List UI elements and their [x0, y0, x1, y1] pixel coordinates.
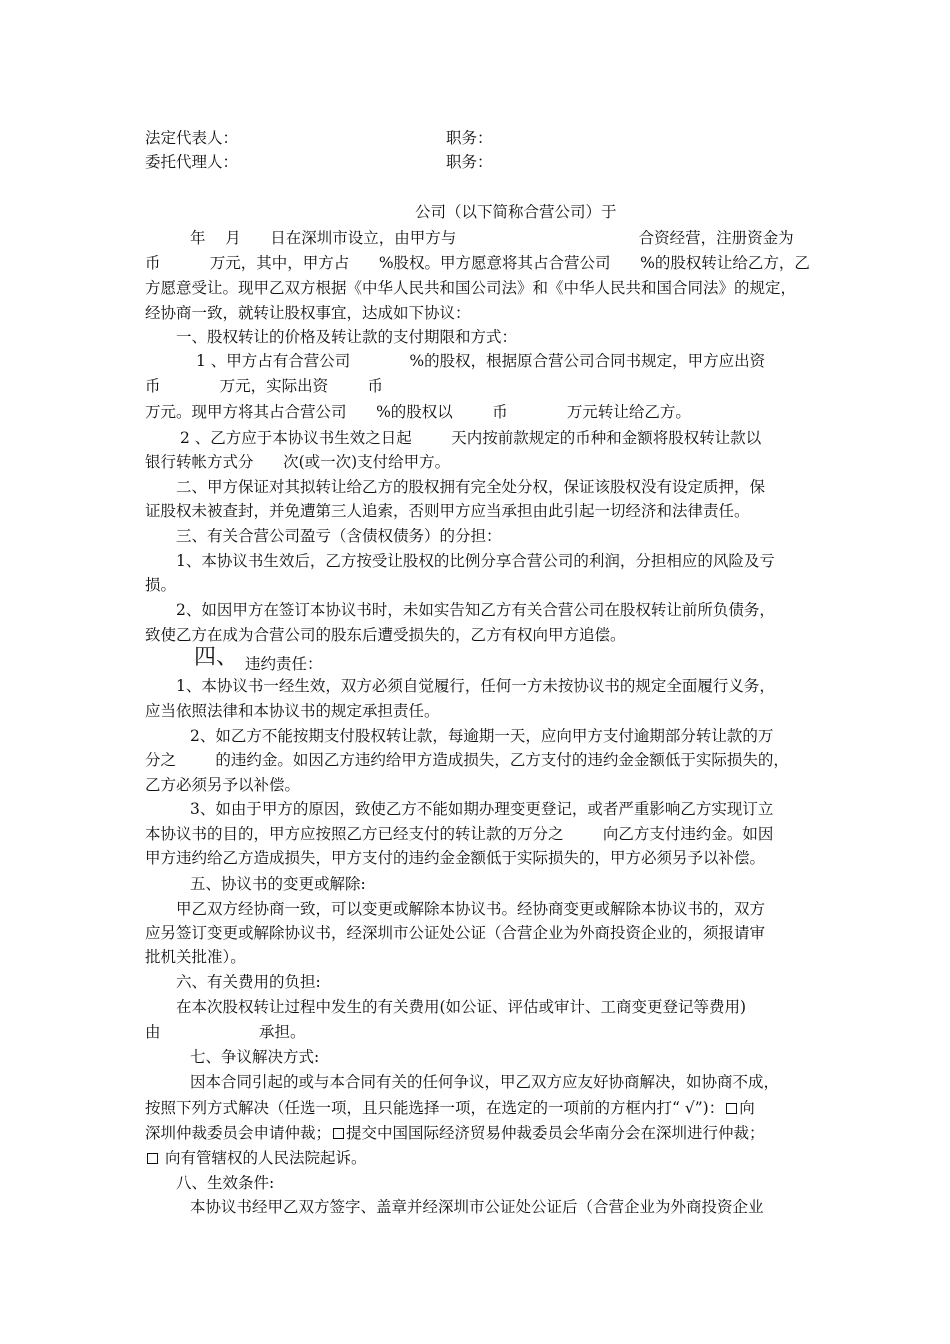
section6-line: 由 承担。 [145, 1023, 306, 1041]
section6-title: 六、有关费用的负担: [176, 973, 321, 991]
section3-title: 三、有关合营公司盈亏（含债权债务）的分担： [176, 527, 502, 545]
section1-item1-line: 万元。现甲方将其占合营公司 %的股权以 币 万元转让给乙方。 [145, 403, 691, 421]
section1-item2-line: 银行转帐方式分 次(或一次)支付给甲方。 [145, 453, 451, 471]
section7-line: 因本合同引起的或与本合同有关的任何争议，甲乙双方应友好协商解决，如协商不成， [190, 1073, 780, 1091]
section1-item1-line: 币 万元，实际出资 币 [145, 377, 384, 395]
section4-item3-line: 本协议书的目的，甲方应按照乙方已经支付的转让款的万分之 向乙方支付违约金。如因 [145, 825, 774, 843]
option-court: 向有管辖权的人民法院起诉。 [164, 1149, 367, 1167]
section3-item2-line: 致使乙方在成为合营公司的股东后遭受损失的，乙方有权向甲方追偿。 [145, 626, 626, 644]
section4-item2-line: 乙方必须另予以补偿。 [145, 776, 301, 794]
section7-instruction: 按照下列方式解决（任选一项，且只能选择一项，在选定的一项前的方框内打“ √”)： [145, 1099, 725, 1117]
intro-line: 方愿意受让。现甲乙双方根据《中华人民共和国公司法》和《中华人民共和国合同法》的规定， [145, 279, 797, 297]
intro-line: 年 月 日在深圳市设立，由甲方与 合资经营，注册资金为 [190, 229, 794, 247]
section4-item3-line: 3、如由于甲方的原因，致使乙方不能如期办理变更登记，或者严重影响乙方实现订立 [190, 800, 774, 818]
section8-title: 八、生效条件: [176, 1174, 275, 1192]
section3-item2-line: 2、如因甲方在签订本协议书时，未如实告知乙方有关合营公司在股权转让前所负债务， [176, 601, 775, 619]
agent-label: 委托代理人： [145, 153, 239, 171]
section1-title: 一、股权转让的价格及转让款的支付期限和方式： [176, 328, 518, 346]
section2-line: 二、甲方保证对其拟转让给乙方的股权拥有完全处分权，保证该股权没有设定质押，保 [176, 478, 766, 496]
section1-item2-line: 2 、乙方应于本协议书生效之日起 天内按前款规定的币种和金额将股权转让款以 [180, 429, 762, 447]
intro-line: 币 万元，其中，甲方占 %股权。甲方愿意将其占合营公司 %的股权转让给乙方，乙 [145, 254, 810, 272]
section4-item1-line: 应当依照法律和本协议书的规定承担责任。 [145, 702, 440, 720]
section4-item1-line: 1、本协议书一经生效，双方必须自觉履行，任何一方未按协议书的规定全面履行义务， [176, 677, 775, 695]
section5-line: 应另签订变更或解除协议书，经深圳市公证处公证（合营企业为外商投资企业的，须报请审 [145, 924, 766, 942]
option-cietac-arbitration: 提交中国国际经济贸易仲裁委员会华南分会在深圳进行仲裁； [346, 1124, 765, 1142]
section3-item1-line: 损。 [145, 576, 177, 594]
section6-line: 在本次股权转让过程中发生的有关费用(如公证、评估或审计、工商变更登记等费用) [176, 998, 747, 1016]
checkbox-icon[interactable] [147, 1153, 158, 1164]
option-shenzhen-arbitration: 深圳仲裁委员会申请仲裁； [145, 1124, 332, 1142]
section4-item2-line: 分之 的违约金。如因乙方违约给甲方造成损失，乙方支付的违约金金额低于实际损失的， [145, 751, 789, 769]
section5-title: 五、协议书的变更或解除: [190, 875, 366, 893]
section4-item3-line: 甲方违约给乙方造成损失，甲方支付的违约金金额低于实际损失的，甲方必须另予以补偿。 [145, 849, 766, 867]
legal-rep-title-label: 职务： [446, 129, 493, 147]
section4-item2-line: 2、如乙方不能按期支付股权转让款，每逾期一天，应向甲方支付逾期部分转让款的万 [190, 727, 774, 745]
section1-item1-line: 1 、甲方占有合营公司 %的股权，根据原合营公司合同书规定，甲方应出资 [196, 352, 766, 370]
intro-line: 公司（以下简称合营公司）于 [415, 203, 617, 221]
checkbox-icon[interactable] [333, 1128, 344, 1139]
section5-line: 甲乙双方经协商一致，可以变更或解除本协议书。经协商变更或解除本协议书的，双方 [176, 900, 766, 918]
agent-title-label: 职务： [446, 153, 493, 171]
intro-line: 经协商一致，就转让股权事宜，达成如下协议： [145, 304, 471, 322]
section2-line: 证股权未被查封，并免遭第三人追索，否则甲方应当承担由此引起一切经济和法律责任。 [145, 502, 750, 520]
section7-line [145, 1096, 755, 1120]
legal-rep-label: 法定代表人： [145, 129, 239, 147]
section7-line [145, 1146, 366, 1170]
option-label: 向 [739, 1099, 755, 1117]
section7-line [145, 1121, 765, 1145]
section4-number: 四、 [194, 645, 239, 670]
section5-line: 批机关批准）。 [145, 948, 246, 966]
section3-item1-line: 1、本协议书生效后，乙方按受让股权的比例分享合营公司的利润，分担相应的风险及亏 [176, 552, 775, 570]
section7-title: 七、争议解决方式: [190, 1048, 320, 1066]
section8-line: 本协议书经甲乙双方签字、盖章并经深圳市公证处公证后（合营企业为外商投资企业 [190, 1198, 764, 1216]
section4-title: 违约责任： [245, 655, 323, 673]
checkbox-icon[interactable] [726, 1103, 737, 1114]
